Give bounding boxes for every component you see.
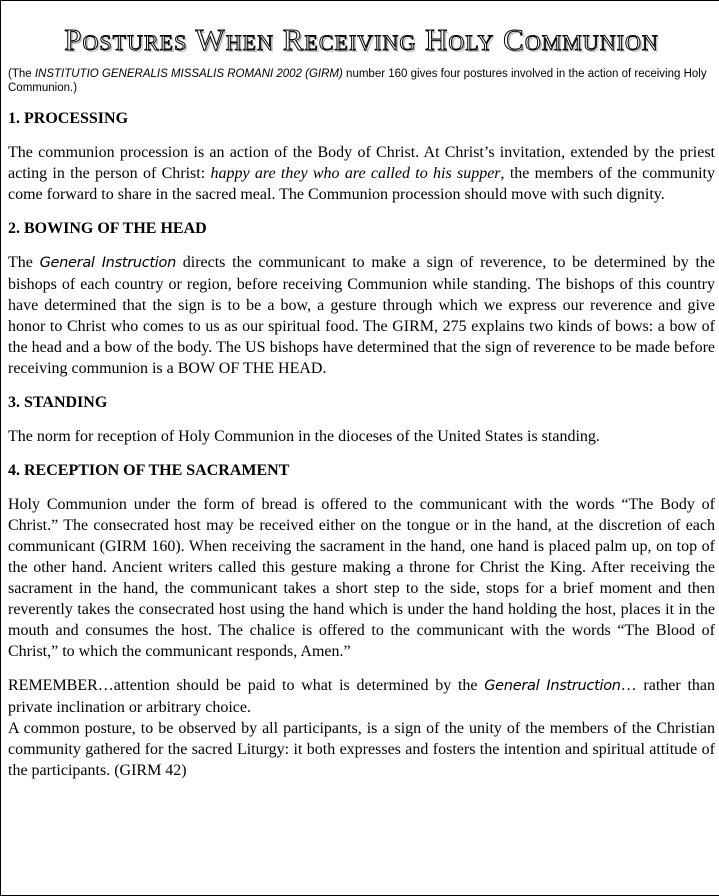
paragraph-closing: A common posture, to be observed by all participants, is a sign of the unity of the members of the Christian community gathered for the sacred Liturgy: it both expresses and fosters the intention and spiritual attitude of the participants. (GIRM 42) (8, 720, 715, 779)
paragraph-remember (8, 675, 715, 718)
intro-source: INSTITUTIO GENERALIS MISSALIS ROMANI 2002 (GIRM) (34, 68, 343, 80)
paragraph-reception: Holy Communion under the form of bread is offered to the communicant with the words “The Body of Christ.” The consecrated host may be received either on the tongue or in the hand, at the discretion of each communicant (GIRM 160). When receiving the sacrament in the hand, one hand is placed palm up, on top of the other hand. Ancient writers called this gesture making a throne for Christ the King. After receiving the sacrament in the hand, the communicant takes a short step to the side, stops for a brief moment and then reverently takes the consecrated host using the hand which is under the hand holding the host, places it in the mouth and consumes the host. The chalice is offered to the communicant with the words “The Blood of Christ,” to which the communicant responds, Amen.” (8, 496, 715, 660)
processing-quote: happy are they who are called to his supper (210, 165, 501, 182)
bowing-doc-title: General Instruction (39, 255, 177, 271)
bowing-text-2: directs the communicant to make a sign of reverence, to be determined by the bishops of each country or region, before receiving Communion while standing. The bishops of this country have determined that the sign is to be a bow, a gesture through which we express our reverence and give honor to Christ who comes to us as our spiritual food. The GIRM, 275 explains two kinds of bows: a bow of the head and a bow of the body. The US bishops have determined that the sign of reverence to be made before receiving communion is a BOW OF THE HEAD. (8, 254, 715, 377)
page-title: Postures When Receiving Holy Communion (64, 22, 659, 57)
paragraph-processing (8, 142, 715, 205)
heading-bowing: 2. BOWING OF THE HEAD (8, 220, 207, 237)
processing-text-1: The communion procession is an action of the Body of Christ. At Christ’s invitation, extended by the priest acting in the person of Christ: (8, 144, 715, 182)
heading-processing: 1. PROCESSING (8, 110, 129, 127)
bowing-text-1: The (8, 254, 40, 271)
intro-note (8, 67, 715, 95)
intro-rest: number 160 gives four postures involved in the action of receiving Holy Communion.) (8, 68, 707, 94)
paragraph-bowing (8, 252, 715, 379)
processing-text-2: , the members of the community come forward to share in the sacred meal. The Communion procession should move with such dignity. (8, 165, 715, 203)
remember-text-1: REMEMBER…attention should be paid to what is determined by the (8, 677, 485, 694)
heading-reception: 4. RECEPTION OF THE SACRAMENT (8, 462, 290, 479)
paragraph-standing: The norm for reception of Holy Communion in the dioceses of the United States is standing. (8, 428, 600, 445)
heading-standing: 3. STANDING (8, 394, 108, 411)
remember-text-2: … rather than private inclination or arbitrary choice. (8, 677, 715, 716)
intro-open: (The (8, 68, 35, 80)
remember-doc-title: General Instruction (484, 678, 621, 694)
